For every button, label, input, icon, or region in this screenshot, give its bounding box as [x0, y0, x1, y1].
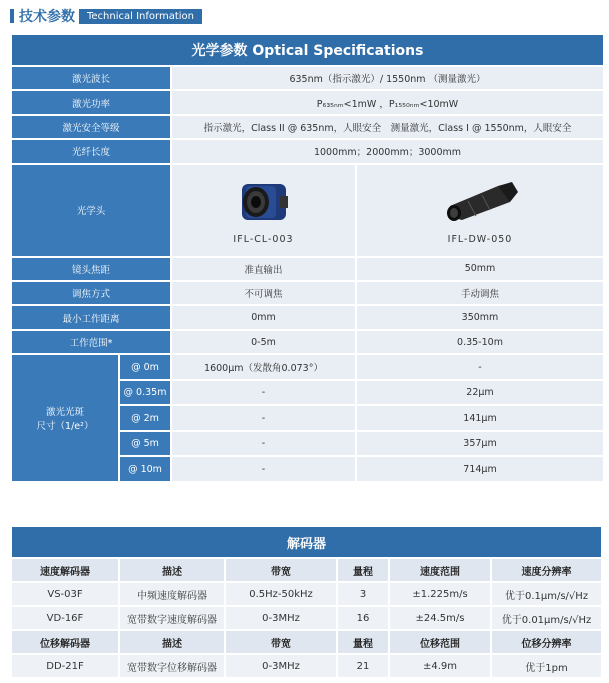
decoder-cell: 优于0.01μm/s/√Hz	[492, 607, 601, 629]
spot-a: -	[172, 381, 355, 405]
row-value: 指示激光，Class II @ 635nm，人眼安全 测量激光，Class I @ 1550nm，人眼安全	[172, 116, 603, 138]
optical-spec-table	[10, 33, 605, 483]
spot-b: 141μm	[357, 406, 603, 430]
spot-position: @ 10m	[120, 457, 170, 481]
lens-dw-050-image	[438, 176, 522, 226]
optical-title: 光学参数 Optical Specifications	[12, 35, 603, 65]
displacement-header: 位移分辨率	[492, 631, 601, 653]
spec-b: 0.35-10m	[357, 331, 603, 353]
section-header	[10, 6, 202, 26]
decoder-cell: 优于1pm	[492, 655, 601, 677]
spot-position: @ 5m	[120, 432, 170, 456]
lens-cell-cl-003	[172, 165, 355, 256]
spec-b: 手动调焦	[357, 282, 603, 304]
velocity-header: 速度分辨率	[492, 559, 601, 581]
spot-position: @ 0m	[120, 355, 170, 379]
decoder-title: 解码器	[12, 527, 601, 557]
spot-a: -	[172, 406, 355, 430]
spec-b: 350mm	[357, 306, 603, 328]
displacement-header: 量程	[338, 631, 388, 653]
spot-position: @ 0.35m	[120, 381, 170, 405]
decoder-cell: 3	[338, 583, 388, 605]
row-value: 1000mm；2000mm；3000mm	[172, 140, 603, 162]
decoder-cell: DD-21F	[12, 655, 118, 677]
spot-label-line1: 激光光斑	[45, 407, 84, 419]
decoder-cell: 宽带数字速度解码器	[120, 607, 224, 629]
section-title-zh: 技术参数	[19, 9, 75, 25]
lens-cell-dw-050	[357, 165, 603, 256]
decoder-cell: ±4.9m	[390, 655, 490, 677]
decoder-cell: 中频速度解码器	[120, 583, 224, 605]
displacement-header: 带宽	[226, 631, 336, 653]
spot-b: -	[357, 355, 603, 379]
lens-name: IFL-CL-003	[233, 233, 294, 245]
spec-label: 镜头焦距	[12, 258, 170, 280]
section-title-en: Technical Information	[79, 9, 202, 24]
velocity-header: 带宽	[226, 559, 336, 581]
decoder-cell: 优于0.1μm/s/√Hz	[492, 583, 601, 605]
spec-a: 不可调焦	[172, 282, 355, 304]
lens-name: IFL-DW-050	[447, 233, 513, 245]
spot-a: 1600μm（发散角0.073°）	[172, 355, 355, 379]
decoder-cell: 21	[338, 655, 388, 677]
section-marker	[10, 9, 14, 23]
spot-b: 357μm	[357, 432, 603, 456]
optical-head-label: 光学头	[12, 165, 170, 256]
spot-b: 22μm	[357, 381, 603, 405]
velocity-header: 速度解码器	[12, 559, 118, 581]
spec-a: 0mm	[172, 306, 355, 328]
row-label: 激光安全等级	[12, 116, 170, 138]
spec-b: 50mm	[357, 258, 603, 280]
decoder-cell: VD-16F	[12, 607, 118, 629]
spot-position: @ 2m	[120, 406, 170, 430]
row-value: P₆₃₅ₙₘ<1mW ，P₁₅₅₀ₙₘ<10mW	[172, 91, 603, 113]
spot-label-line2: 尺寸（1/e²）	[36, 421, 94, 433]
decoder-cell: VS-03F	[12, 583, 118, 605]
velocity-header: 描述	[120, 559, 224, 581]
displacement-header: 描述	[120, 631, 224, 653]
lens-cl-003-image	[236, 176, 292, 226]
spec-label: 工作范围*	[12, 331, 170, 353]
spot-a: -	[172, 457, 355, 481]
decoder-cell: 0-3MHz	[226, 607, 336, 629]
row-label: 激光波长	[12, 67, 170, 89]
decoder-cell: 0-3MHz	[226, 655, 336, 677]
decoder-cell: 宽带数字位移解码器	[120, 655, 224, 677]
spot-a: -	[172, 432, 355, 456]
decoder-cell: ±24.5m/s	[390, 607, 490, 629]
spot-size-label	[12, 355, 118, 481]
spec-a: 0-5m	[172, 331, 355, 353]
spot-b: 714μm	[357, 457, 603, 481]
row-value: 635nm（指示激光）/ 1550nm （测量激光）	[172, 67, 603, 89]
spec-label: 调焦方式	[12, 282, 170, 304]
decoder-cell: ±1.225m/s	[390, 583, 490, 605]
decoder-cell: 0.5Hz-50kHz	[226, 583, 336, 605]
decoder-table	[10, 525, 603, 679]
displacement-header: 位移范围	[390, 631, 490, 653]
row-label: 激光功率	[12, 91, 170, 113]
velocity-header: 速度范围	[390, 559, 490, 581]
spec-label: 最小工作距离	[12, 306, 170, 328]
spec-a: 准直输出	[172, 258, 355, 280]
row-label: 光纤长度	[12, 140, 170, 162]
velocity-header: 量程	[338, 559, 388, 581]
decoder-cell: 16	[338, 607, 388, 629]
displacement-header: 位移解码器	[12, 631, 118, 653]
